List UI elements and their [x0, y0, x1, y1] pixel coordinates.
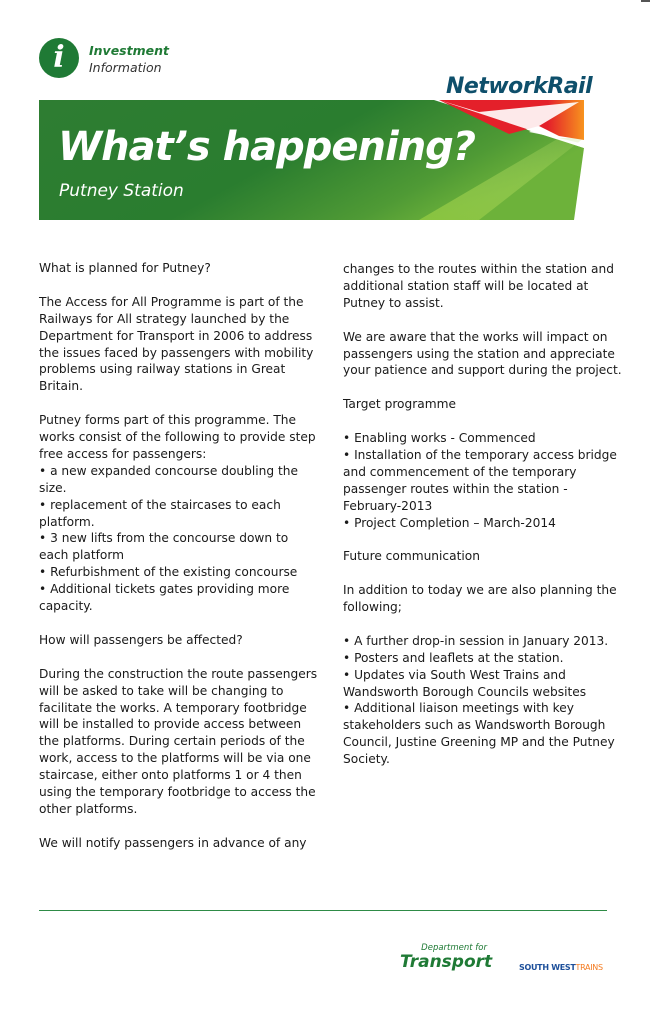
info-label-line2: Information: [89, 60, 162, 75]
heading-future-communication: Future communication: [343, 549, 480, 564]
department-for-transport-logo: [400, 943, 493, 972]
info-glyph: i: [53, 40, 65, 75]
paragraph-access-for-all: The Access for All Programme is part of the Railways for All strategy launched by the Department for Transport in 2006 to address the issues faced by passengers with mobility problems using railway stations in Great Britain.: [39, 294, 314, 394]
paragraph-construction: During the construction the route passengers will be asked to take will be changing to facilitate the works. A temporary footbridge will be installed to provide access between the platforms. During certain periods of the work, access to the platforms will be via one staircase, either onto platforms 1 or 4 then using the temporary footbridge to access the other platforms.: [39, 666, 318, 816]
list-item: • Installation of the temporary access bridge and commencement of the temporary passenger routes within the station - February-2013: [343, 447, 617, 513]
network-rail-logo: NetworkRail: [446, 74, 593, 99]
list-item: • Additional liaison meetings with key stakeholders such as Wandsworth Borough Council, Justine Greening MP and the Putney Society.: [343, 701, 615, 767]
list-item: • Refurbishment of the existing concourse: [39, 565, 298, 580]
dft-logo-small: Department for: [421, 943, 487, 953]
list-item: • 3 new lifts from the concourse down to each platform: [39, 531, 289, 563]
list-item: • Enabling works - Commenced: [343, 431, 536, 446]
info-icon: [39, 38, 79, 78]
right-column: [343, 261, 623, 785]
list-item: • replacement of the staircases to each platform.: [39, 497, 281, 529]
info-label-line1: Investment: [89, 43, 169, 58]
paragraph-notify-end: changes to the routes within the station and additional station staff will be located at Putney to assist.: [343, 262, 614, 310]
footer-divider: [39, 910, 607, 911]
station-subtitle: Putney Station: [59, 181, 184, 201]
list-item: • Additional tickets gates providing more capacity.: [39, 582, 290, 614]
list-item: • Updates via South West Trains and Wandsworth Borough Councils websites: [343, 667, 587, 699]
corner-mark: [641, 0, 650, 2]
left-column: [39, 260, 319, 869]
heading-how-affected: How will passengers be affected?: [39, 632, 243, 647]
list-item: • a new expanded concourse doubling the size.: [39, 463, 298, 495]
works-intro: Putney forms part of this programme. The works consist of the following to provide step free access for passengers:: [39, 413, 316, 461]
paragraph-notify-start: We will notify passengers in advance of any: [39, 835, 307, 850]
works-list: [39, 412, 319, 615]
swt-logo-part2: TRAINS: [575, 963, 603, 972]
paragraph-impact: We are aware that the works will impact on passengers using the station and appreciate your patience and support during the project.: [343, 329, 622, 378]
paragraph-planning: In addition to today we are also planning the following;: [343, 583, 617, 615]
dft-logo-big: Transport: [400, 952, 493, 972]
list-item: • Project Completion – March-2014: [343, 515, 556, 530]
south-west-trains-logo: [519, 963, 603, 972]
list-item: • Posters and leaflets at the station.: [343, 650, 564, 665]
heading-target-programme: Target programme: [343, 397, 456, 412]
programme-list: [343, 430, 623, 531]
page-title: What’s happening?: [58, 124, 476, 170]
list-item: • A further drop-in session in January 2013.: [343, 633, 609, 648]
communication-list: [343, 633, 623, 768]
swt-logo-part1: SOUTH WEST: [519, 963, 576, 972]
heading-what-is-planned: What is planned for Putney?: [39, 261, 211, 275]
investment-information-label: [89, 42, 169, 76]
